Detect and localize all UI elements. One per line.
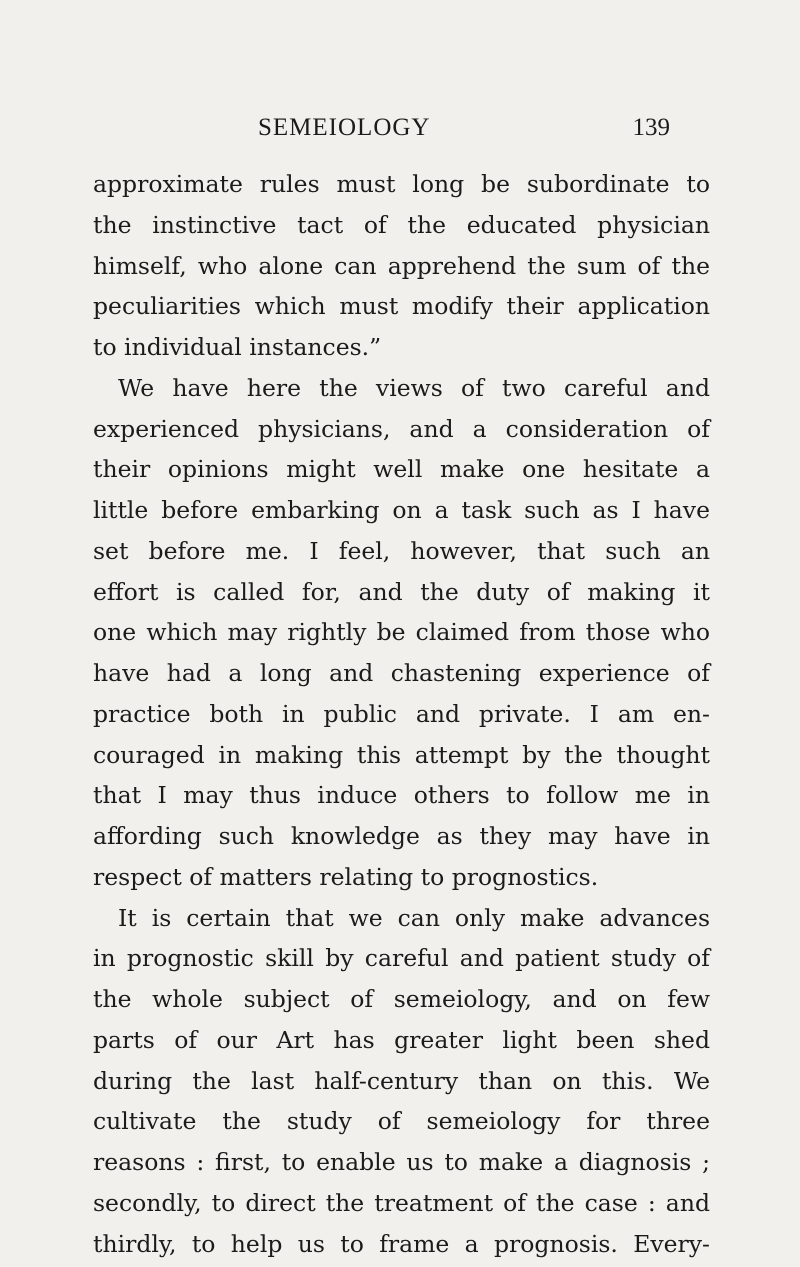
text-line: affording such knowledge as they may have in [93, 822, 710, 850]
text-line: respect of matters relating to prognostics. [93, 862, 599, 891]
text-line: peculiarities which must modify their application [93, 292, 710, 321]
text-line: the instinctive tact of the educated physician [93, 210, 710, 239]
text-line: that I may thus induce others to follow me in [93, 781, 710, 810]
running-title: SEMEIOLOGY [258, 114, 431, 141]
text-line: set before me. I feel, however, that such an [93, 536, 710, 565]
text-line: thirdly, to help us to frame a prognosis. Every- [93, 1229, 710, 1258]
text-line: approximate rules must long be subordinate to [93, 170, 710, 198]
text-line: their opinions might well make one hesitate a [93, 455, 710, 484]
text-line: one which may rightly be claimed from those who [93, 618, 710, 647]
paragraph [93, 368, 710, 898]
text-line: during the last half-century than on this. We [93, 1066, 710, 1095]
text-line: reasons : first, to enable us to make a diagnosis ; [93, 1148, 710, 1176]
text-line: experienced physicians, and a consideration of [93, 414, 710, 443]
running-head [0, 114, 800, 144]
text-line: effort is called for, and the duty of making it [93, 577, 710, 606]
text-line: in prognostic skill by careful and patient study of [93, 944, 710, 973]
text-line: to individual instances.” [93, 333, 382, 361]
text-line: parts of our Art has greater light been shed [93, 1025, 710, 1054]
paragraph [93, 898, 710, 1265]
text-line: We have here the views of two careful and [118, 373, 710, 402]
text-line: secondly, to direct the treatment of the case : and [93, 1188, 710, 1217]
text-line: couraged in making this attempt by the thought [93, 740, 710, 769]
text-line: the whole subject of semeiology, and on few [93, 985, 710, 1013]
text-line: little before embarking on a task such as I have [93, 496, 710, 524]
page-number: 139 [632, 114, 670, 141]
text-line: himself, who alone can apprehend the sum of the [93, 251, 710, 280]
text-line: have had a long and chastening experience of [93, 659, 710, 687]
text-line: cultivate the study of semeiology for three [93, 1107, 710, 1136]
body-text [93, 164, 710, 1264]
text-line: practice both in public and private. I am en- [93, 699, 710, 728]
text-line: It is certain that we can only make advances [118, 903, 710, 932]
paragraph [93, 164, 710, 368]
